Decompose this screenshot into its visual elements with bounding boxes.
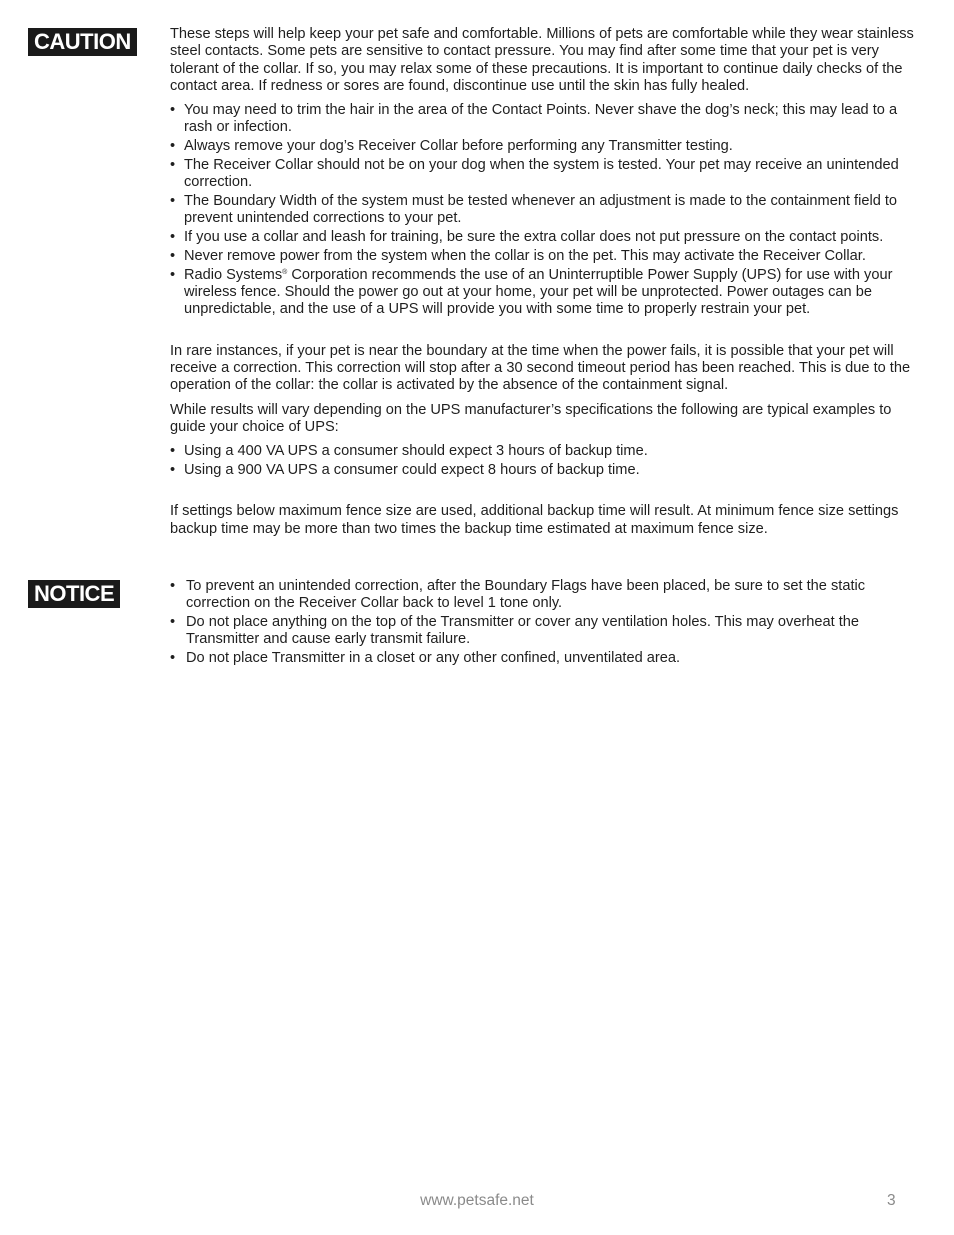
list-item: • Using a 900 VA UPS a consumer could expect 8 hours of backup time. [170,462,926,479]
ups-intro: While results will vary depending on the UPS manufacturer’s specifications the following are typical examples to guide your choice of UPS: [170,401,892,435]
caution-section [170,26,926,545]
notice-badge: NOTICE [28,580,120,608]
list-item: • Never remove power from the system when the collar is on the pet. This may activate the Receiver Collar. [170,248,926,265]
ups-example-list [170,443,926,479]
list-item: • The Boundary Width of the system must be tested whenever an adjustment is made to the containment field to prevent unintended corrections to your pet. [170,193,926,228]
caution-bullet-list [170,102,926,319]
list-item: • Do not place anything on the top of the Transmitter or cover any ventilation holes. This may overheat the Transmitter and cause early transmit failure. [170,614,926,649]
list-item: • Always remove your dog’s Receiver Collar before performing any Transmitter testing. [170,138,926,155]
list-item: • You may need to trim the hair in the area of the Contact Points. Never shave the dog’s neck; this may lead to a rash or infection. [170,102,926,137]
caution-badge: CAUTION [28,28,137,56]
notice-bullet-list [170,578,926,667]
brand-name: Radio Systems [184,266,283,283]
footer-url: www.petsafe.net [420,1192,534,1209]
list-item: • Using a 400 VA UPS a consumer should expect 3 hours of backup time. [170,443,926,460]
list-item-ups-recommendation [170,267,926,319]
list-item: • The Receiver Collar should not be on your dog when the system is tested. Your pet may receive an unintended correction. [170,157,926,192]
registered-mark: ® [282,268,288,276]
list-item: • If you use a collar and leash for training, be sure the extra collar does not put pressure on the contact points. [170,229,926,246]
list-item: • Do not place Transmitter in a closet or any other confined, unventilated area. [170,650,926,667]
notice-section [170,578,926,674]
page-number: 3 [887,1192,896,1209]
caution-intro: These steps will help keep your pet safe and comfortable. Millions of pets are comfortable while they wear stainless steel contacts. Some pets are sensitive to contact pressure. You may find after some time that your pet is very tolerant of the collar. If so, you may relax some of these precautions. It is important to continue daily checks of the contact area. If redness or sores are found, discontinue use until the skin has fully healed. [170,26,914,94]
list-item: • To prevent an unintended correction, after the Boundary Flags have been placed, be sure to set the static correction on the Receiver Collar back to level 1 tone only. [170,578,926,613]
ups-recommendation-text: Corporation recommends the use of an Uninterruptible Power Supply (UPS) for use with your wireless fence. Should the power go out at your home, your pet will be unprotected. Power outages can be unpredictable, and the use of a UPS will provide you with some time to properly restrain your pet. [184,266,893,318]
settings-paragraph: If settings below maximum fence size are used, additional backup time will result. At minimum fence size settings backup time may be more than two times the backup time estimated at maximum fence size. [170,503,899,537]
power-fail-paragraph: In rare instances, if your pet is near the boundary at the time when the power fails, it is possible that your pet will receive a correction. This correction will stop after a 30 second timeout period has been reached. This is due to the operation of the collar: the collar is activated by the absence of the containment signal. [170,342,911,394]
